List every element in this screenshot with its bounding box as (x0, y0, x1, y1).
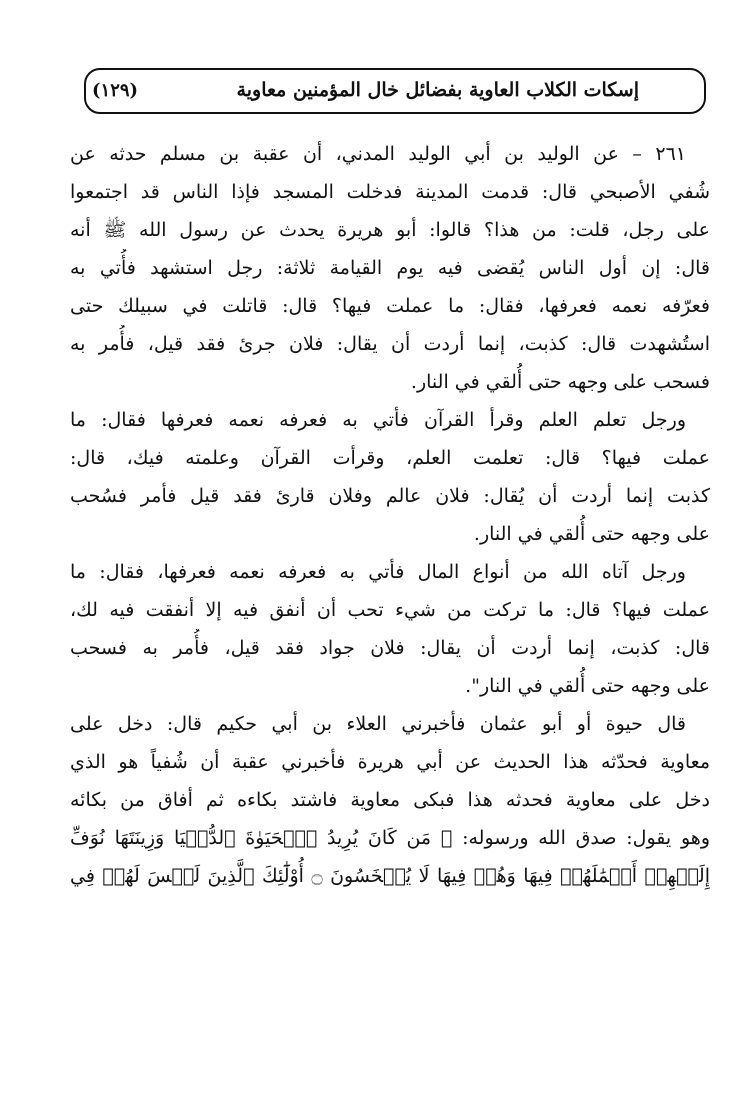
text-line: عملت فيها؟ قال: ما تركت من شيء تحب أن أنفق فيه إلا أنفقت فيه لك، (70, 599, 710, 621)
text-line: كذبت إنما أردت أن يُقال: فلان عالم وفلان قارئ فقد قيل فأمر فسُحب (70, 485, 710, 507)
text-line: ٢٦١ – عن الوليد بن أبي الوليد المدني، أن عقبة بن مسلم حدثه عن (70, 143, 686, 165)
text-line: على وجهه حتى أُلقي في النار". (465, 675, 710, 697)
text-line: دخل على معاوية فحدثه هذا فبكى معاوية فاشتد بكاءه ثم أفاق من بكائه (70, 789, 710, 811)
text-line: فسحب على وجهه حتى أُلقي في النار. (410, 371, 710, 393)
quran-verse-line: إِلَيۡهِمۡ أَعۡمَٰلَهُمۡ فِيهَا وَهُمۡ فِيهَا لَا يُبۡخَسُونَ ۝ أُوْلَٰٓئِكَ ٱلَّذِينَ لَيۡسَ لَهُمۡ فِي (70, 865, 710, 887)
page-body (70, 135, 710, 895)
text-line: قال حيوة أو أبو عثمان فأخبرني العلاء بن أبي حكيم قال: دخل على (70, 713, 686, 735)
text-line: قال: كذبت، إنما أردت أن يقال: فلان جواد فقد قيل، فأُمر به فسحب (70, 637, 710, 659)
text-line: قال: إن أول الناس يُقضى فيه يوم القيامة ثلاثة: رجل استشهد فأُتي به (70, 257, 710, 279)
text-line: ورجل تعلم العلم وقرأ القرآن فأتي به فعرفه نعمه فعرفها فقال: ما (70, 409, 686, 431)
text-line: ورجل آتاه الله من أنواع المال فأتي به فعرفه نعمه فعرفها، فقال: ما (70, 561, 686, 583)
text-line: على وجهه حتى أُلقي في النار. (473, 523, 710, 545)
quran-verse-line: وهو يقول: صدق الله ورسوله: ﴿ مَن كَانَ يُرِيدُ ٱلۡحَيَوٰةَ ٱلدُّنۡيَا وَزِينَتَهَا نُوَفِّ (70, 827, 710, 849)
text-line: فعرّفه نعمه فعرفها، فقال: ما عملت فيها؟ قال: قاتلت في سبيلك حتى (70, 295, 710, 317)
text-line: شُفي الأصبحي قال: قدمت المدينة فدخلت المسجد فإذا الناس قد اجتمعوا (70, 181, 710, 203)
text-line: على رجل، قلت: من هذا؟ قالوا: أبو هريرة يحدث عن رسول الله ﷺ أنه (70, 219, 710, 241)
text-line: استُشهدت قال: كذبت، إنما أردت أن يقال: فلان جرئ فقد قيل، فأُمر به (70, 333, 710, 355)
text-line: عملت فيها؟ قال: تعلمت العلم، وقرأت القرآن وعلمته فيك، قال: (70, 447, 710, 469)
text-line: معاوية فحدّثه هذا الحديث عن أبي هريرة فأخبرني عقبة أن شُفياً هو الذي (70, 751, 710, 773)
page-number: (١٢٩) (92, 80, 139, 101)
running-header-title: إسكات الكلاب العاوية بفضائل خال المؤمنين معاوية (236, 79, 639, 101)
